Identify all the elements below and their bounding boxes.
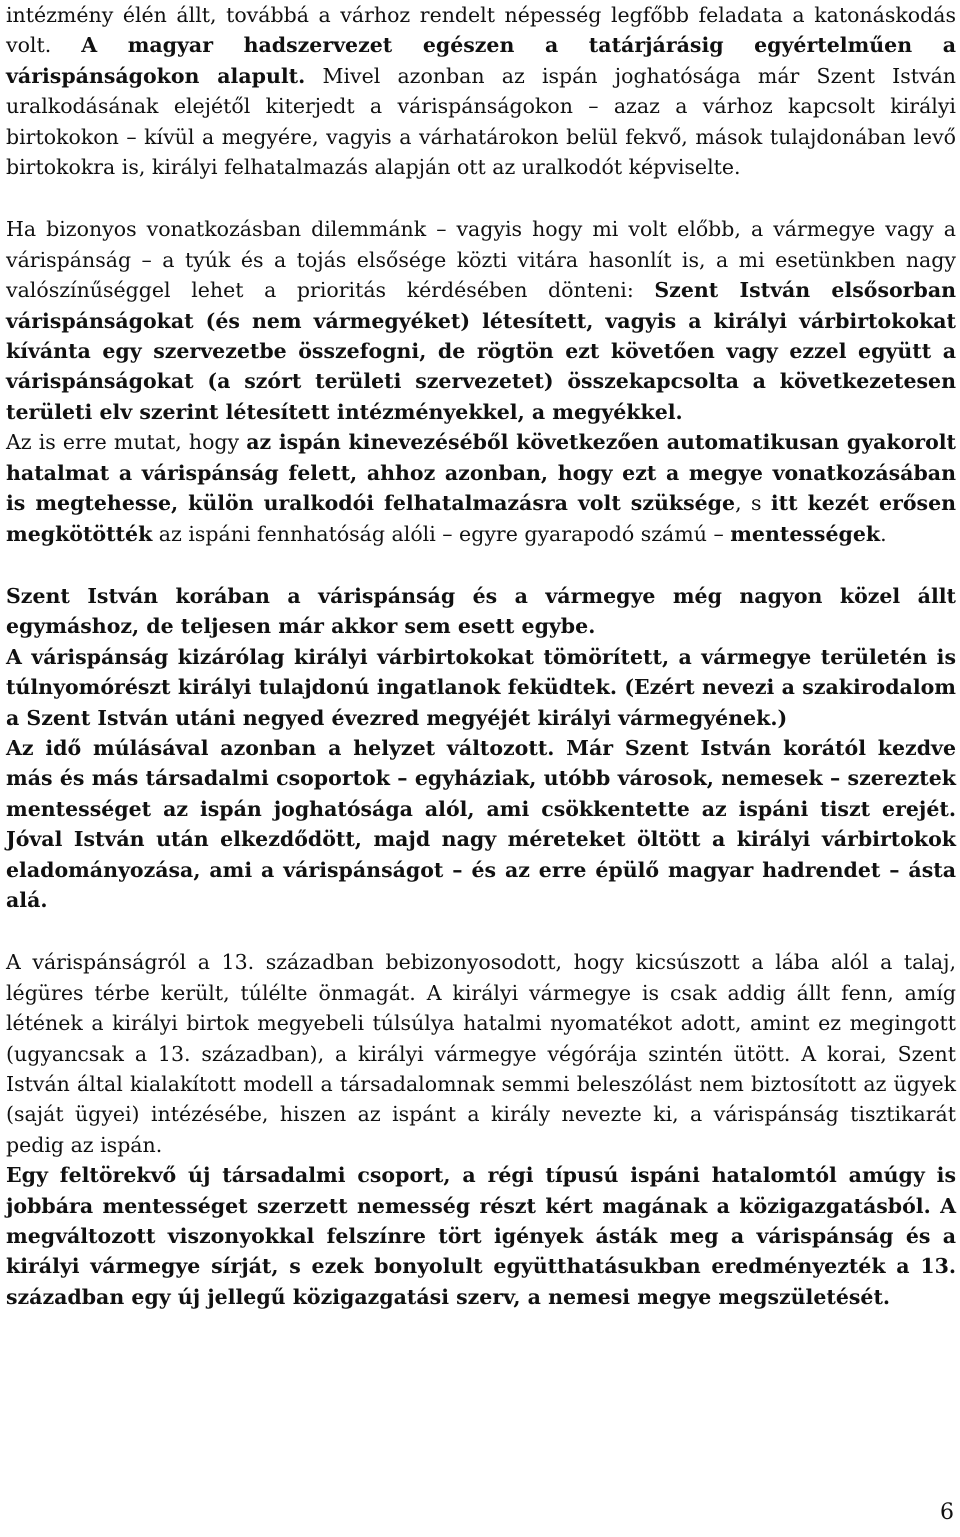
text-run: , s	[735, 491, 771, 516]
paragraph-gap	[6, 182, 956, 214]
paragraph-p7	[6, 947, 956, 1160]
paragraph-p3	[6, 427, 956, 549]
bold-text-run: itt kezét erősen megkötötték	[6, 491, 957, 546]
document-page	[6, 0, 956, 1312]
text-run: Ha bizonyos vonatkozásban dilemmánk – vagyis hogy mi volt előbb, a vármegye vagy a várispánság – a tyúk és a tojás elsősége közti vitára hasonlít is, a mi esetünkben nagy valószínűséggel lehet a prioritás kérdésében dönteni:	[6, 217, 956, 303]
body-text	[6, 0, 956, 1312]
paragraph-p6	[6, 733, 956, 915]
paragraph-p1	[6, 0, 956, 182]
paragraph-p5	[6, 642, 956, 733]
bold-text-run: Szent István korában a várispánság és a vármegye még nagyon közel állt egymáshoz, de teljesen már akkor sem esett egybe.	[6, 583, 956, 639]
bold-text-run: az ispán kinevezéséből következően automatikusan gyakorolt hatalmat a várispánság felett, ahhoz azonban, hogy ezt a megye vonatkozásában is megtehesse, külön uralkodói felhatalmazásra volt szüksége	[6, 430, 956, 516]
bold-text-run: Az idő múlásával azonban a helyzet változott. Már Szent István korától kezdve más és más társadalmi csoportok – egyháziak, utóbb városok, nemesek – szereztek mentességet az ispán joghatósága alól, ami csökkentette az ispáni tiszt erejét. Jóval István után elkezdődött, majd nagy méreteket öltött a királyi várbirtokok eladományozása, ami a várispánságot – és az erre épülő magyar hadrendet – ásta alá.	[6, 735, 956, 912]
paragraph-p4	[6, 581, 956, 642]
paragraph-gap	[6, 549, 956, 581]
bold-text-run: A várispánság kizárólag királyi várbirtokokat tömörített, a vármegye területén is túlnyomórészt királyi tulajdonú ingatlanok feküdtek. (Ezért nevezi a szakirodalom a Szent István utáni negyed évezred megyéjét királyi vármegyének.)	[6, 644, 956, 730]
text-run: az ispáni fennhatóság alóli – egyre gyarapodó számú –	[152, 521, 731, 546]
paragraph-p8	[6, 1160, 956, 1312]
bold-text-run: A magyar hadszervezet egészen a tatárjárásig egyértelműen a várispánságokon alapult.	[6, 33, 956, 88]
text-run: .	[880, 521, 887, 546]
bold-text-run: mentességek	[730, 521, 881, 546]
paragraph-gap	[6, 915, 956, 947]
text-run: Mivel azonban az ispán joghatósága már Szent István uralkodásának elejétől kiterjedt a várispánságokon – azaz a várhoz kapcsolt királyi birtokokon – kívül a megyére, vagyis a várhatárokon belül fekvő, mások tulajdonában levő birtokokra is, királyi felhatalmazás alapján ott az uralkodót képviselte.	[6, 63, 956, 180]
paragraph-p2	[6, 214, 956, 427]
text-run: A várispánságról a 13. században bebizonyosodott, hogy kicsúszott a lába alól a talaj, légüres térbe került, túlélte önmagát. A királyi vármegye is csak addig állt fenn, amíg létének a királyi birtok megyebeli túlsúlya hatalmi nyomatékot adott, amint ez megingott (ugyancsak a 13. században), a királyi vármegye végórája szintén ütött. A korai, Szent István által kialakított modell a társadalomnak semmi beleszólást nem biztosított az ügyek (saját ügyei) intézésébe, hiszen az ispánt a király nevezte ki, a várispánság tisztikarát pedig az ispán.	[6, 950, 956, 1157]
text-run: Az is erre mutat, hogy	[6, 430, 247, 455]
text-run: intézmény élén állt, továbbá a várhoz rendelt népesség legfőbb feladata a katonáskodás volt.	[6, 3, 956, 58]
page-number: 6	[940, 1500, 954, 1525]
bold-text-run: Egy feltörekvő új társadalmi csoport, a régi típusú ispáni hatalomtól amúgy is jobbára mentességet szerzett nemesség részt kért magának a közigazgatásból. A megváltozott viszonyokkal felszínre tört igények ásták meg a várispánság és a királyi vármegye sírját, s ezek bonyolult együtthatásukban eredményezték a 13. században egy új jellegű közigazgatási szerv, a nemesi megye megszületését.	[6, 1163, 956, 1309]
bold-text-run: Szent István elsősorban várispánságokat (és nem vármegyéket) létesített, vagyis a királyi várbirtokokat kívánta egy szervezetbe összefogni, de rögtön ezt követően vagy ezzel együtt a várispánságokat (a szórt területi szervezetet) összekapcsolta a következetesen területi elv szerint létesített intézményekkel, a megyékkel.	[6, 278, 957, 424]
